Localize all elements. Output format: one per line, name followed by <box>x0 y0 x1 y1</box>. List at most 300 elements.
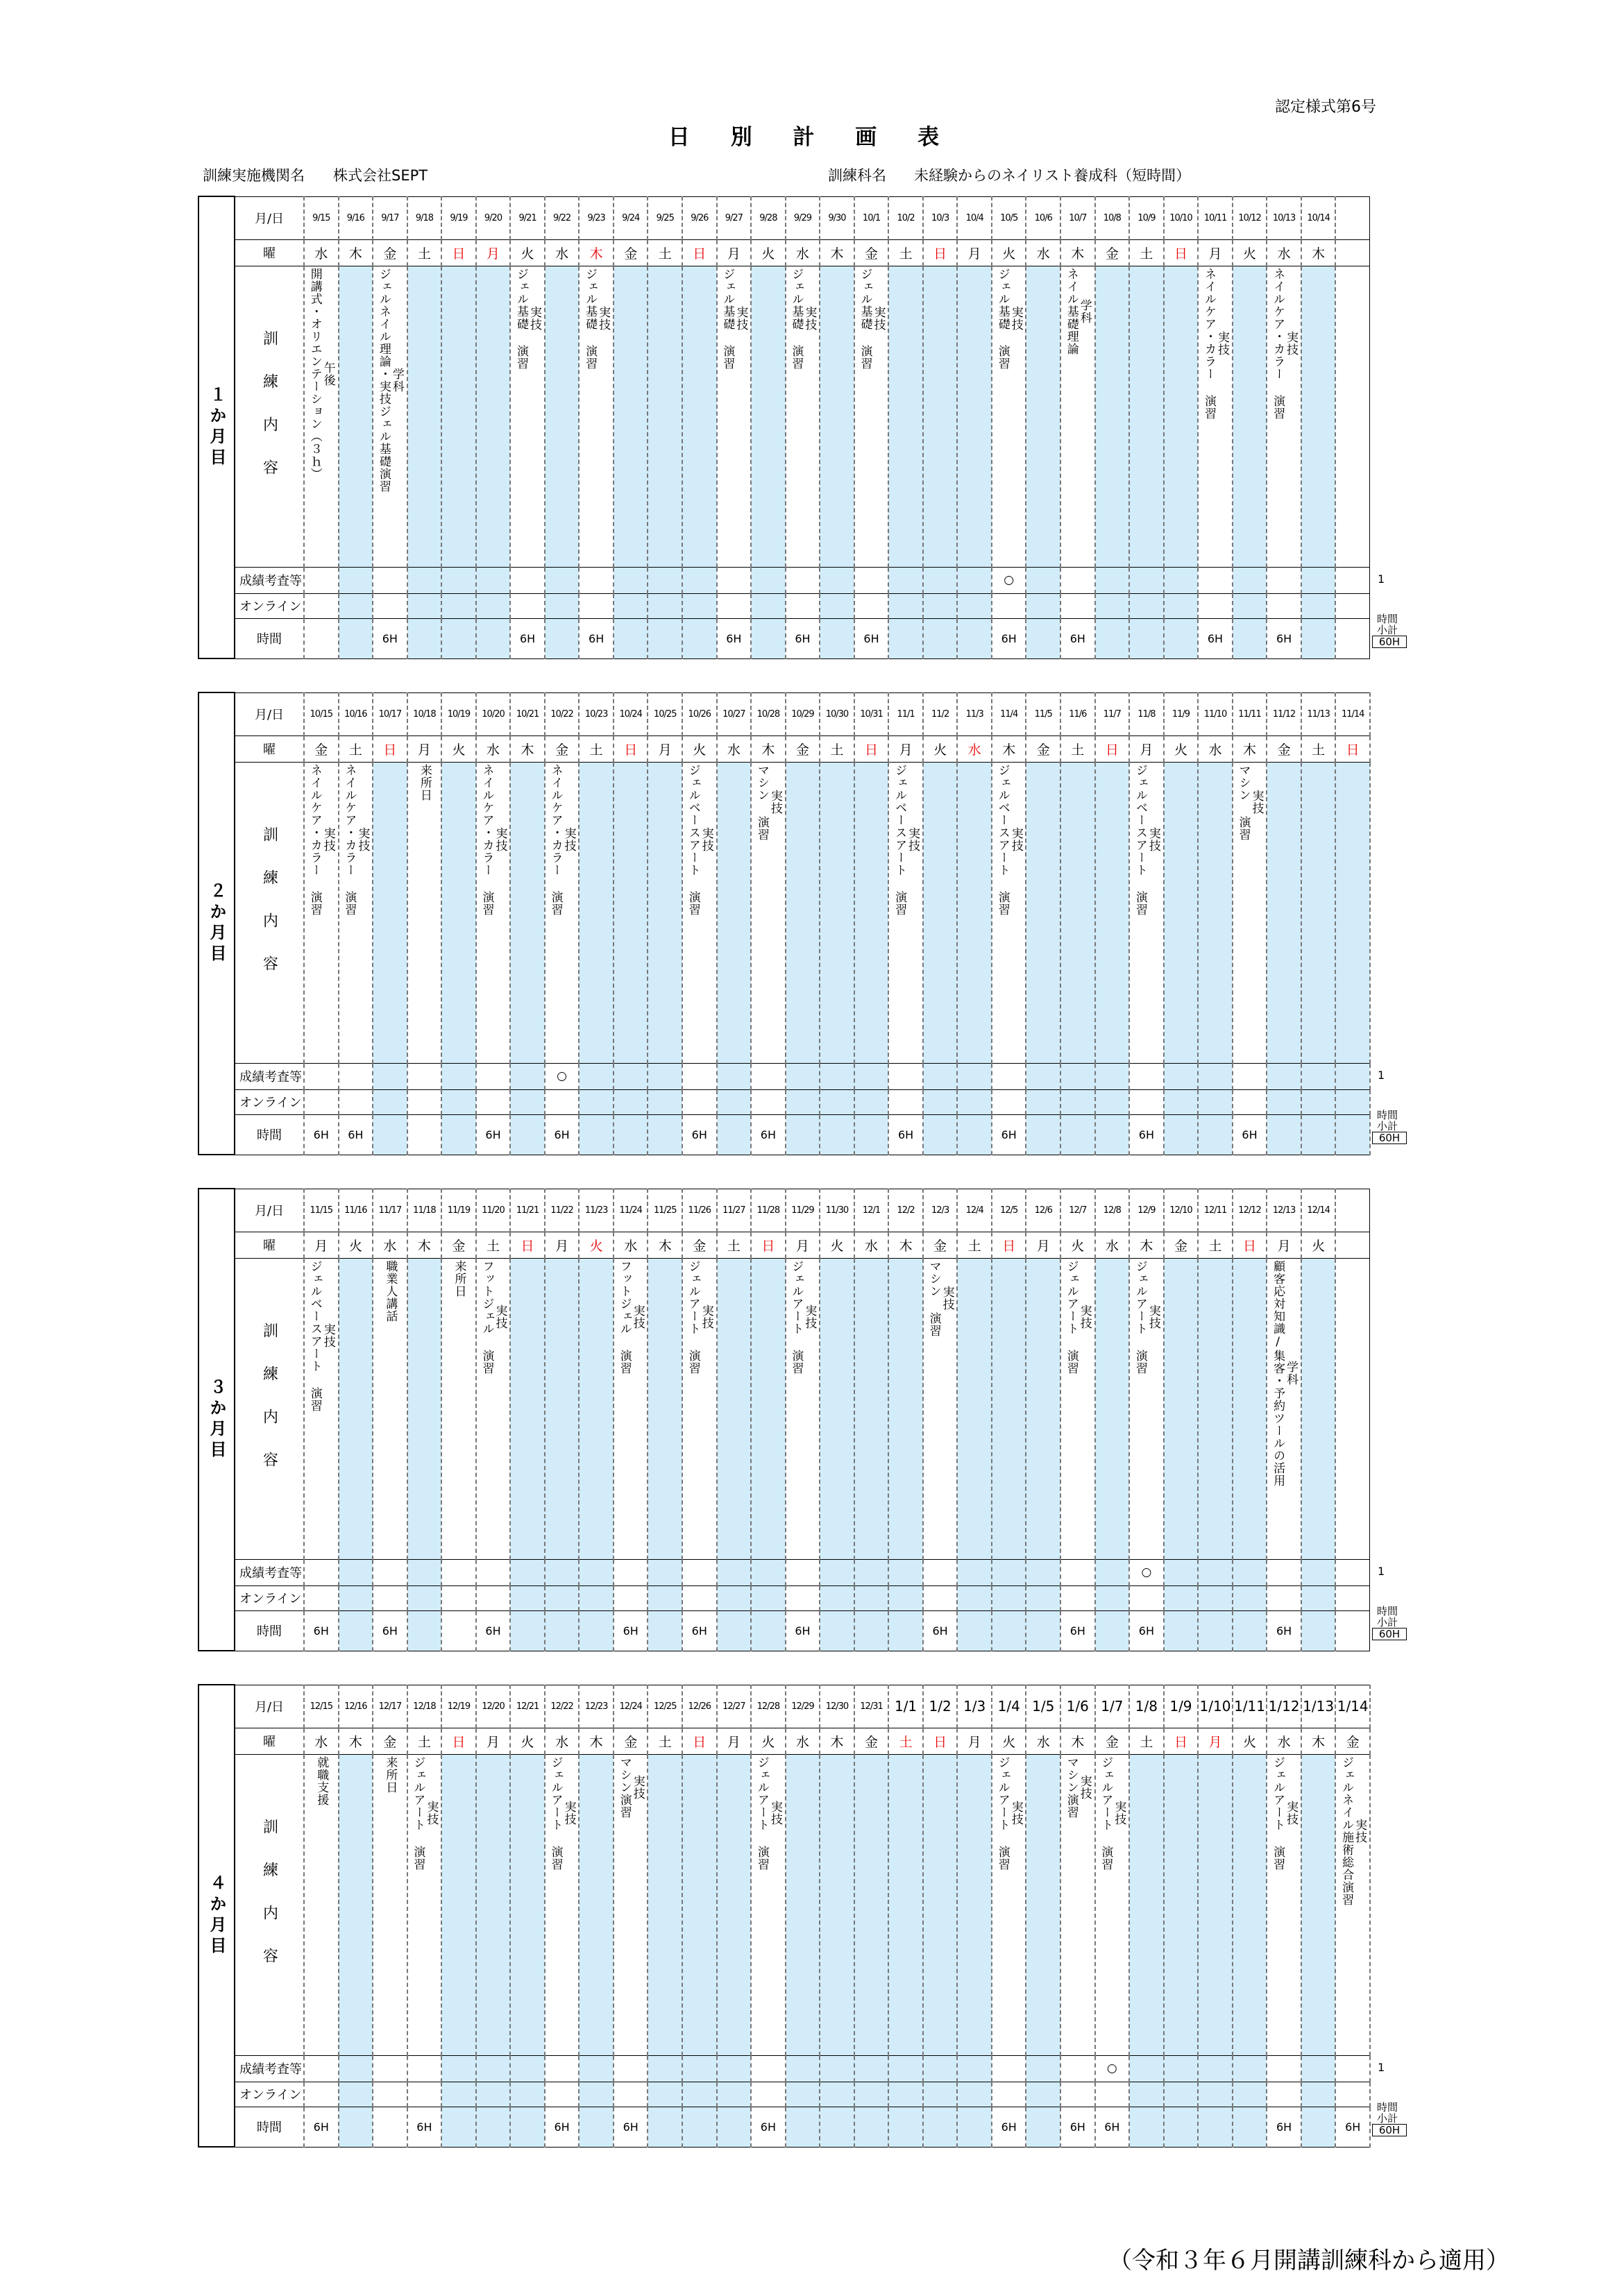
evaluation-cell <box>682 567 717 593</box>
content-cell <box>751 266 786 567</box>
content-text: 実技 ジェルアート 演習 <box>1133 1259 1160 1375</box>
content-text: 来所日 <box>383 1755 398 1794</box>
evaluation-cell <box>476 567 511 593</box>
month-label <box>198 1685 235 2147</box>
weekday-cell: 日 <box>1164 1728 1199 1754</box>
evaluation-cell <box>1026 2055 1060 2082</box>
hours-cell <box>854 1114 889 1155</box>
hours-cell: 6H <box>1198 618 1233 658</box>
weekday-cell: 木 <box>751 735 786 762</box>
content-cell <box>441 762 476 1063</box>
evaluation-cell <box>1267 567 1301 593</box>
date-cell: 11/16 <box>339 1189 373 1232</box>
weekday-cell: 木 <box>888 1232 923 1258</box>
hours-cell <box>1301 1114 1336 1155</box>
online-cell <box>820 2082 854 2107</box>
content-cell <box>579 762 614 1063</box>
date-cell: 10/11 <box>1198 196 1233 239</box>
content-row-label: 訓練内容 <box>260 330 278 502</box>
row-label-date: 月/日 <box>235 1189 304 1232</box>
evaluation-cell <box>1301 1559 1336 1585</box>
date-cell: 12/6 <box>1026 1189 1060 1232</box>
online-cell <box>1301 593 1336 618</box>
online-cell <box>992 1089 1026 1114</box>
online-cell <box>1129 593 1164 618</box>
row-label-hours: 時間 <box>235 618 304 658</box>
hours-cell <box>1164 1610 1199 1651</box>
hours-cell <box>373 1114 407 1155</box>
content-cell <box>1301 1754 1336 2055</box>
weekday-cell: 木 <box>1060 239 1095 266</box>
hours-cell <box>717 1610 752 1651</box>
date-cell: 12/17 <box>373 1685 407 1728</box>
hours-cell <box>957 1610 992 1651</box>
subtotal-label: 時間小計 <box>1376 1109 1398 1132</box>
form-number: 認定様式第6号 <box>1275 99 1376 116</box>
row-label-eval: 成績考査等 <box>235 567 304 593</box>
weekday-cell: 水 <box>1267 239 1301 266</box>
weekday-cell: 日 <box>682 239 717 266</box>
row-label-eval: 成績考査等 <box>235 2055 304 2082</box>
evaluation-cell <box>820 567 854 593</box>
evaluation-cell <box>717 1063 752 1089</box>
date-cell: 12/14 <box>1301 1189 1336 1232</box>
hours-cell: 6H <box>476 1610 511 1651</box>
date-cell: 11/13 <box>1301 692 1336 735</box>
date-cell: 12/20 <box>476 1685 511 1728</box>
content-cell <box>854 266 889 567</box>
date-cell: 11/28 <box>751 1189 786 1232</box>
evaluation-cell <box>476 1559 511 1585</box>
date-cell: 1/11 <box>1233 1685 1267 1728</box>
date-cell: 10/14 <box>1301 196 1336 239</box>
evaluation-cell <box>923 1559 958 1585</box>
content-text: 実技 マシン 演習 <box>1236 763 1264 841</box>
weekday-cell: 水 <box>1026 1728 1060 1754</box>
hours-cell: 6H <box>992 618 1026 658</box>
row-label-content <box>235 266 304 567</box>
month-block-2 <box>198 692 1401 1154</box>
content-cell <box>510 1754 545 2055</box>
weekday-cell: 水 <box>786 1728 820 1754</box>
date-cell: 11/26 <box>682 1189 717 1232</box>
hours-cell <box>373 2107 407 2147</box>
content-cell <box>1026 1754 1060 2055</box>
evaluation-cell <box>1198 1063 1233 1089</box>
online-cell <box>786 1585 820 1610</box>
online-cell <box>820 1089 854 1114</box>
content-cell <box>1233 266 1267 567</box>
weekday-cell: 木 <box>339 239 373 266</box>
content-text: 午後 開講式・オリエンテーション（３ｈ） <box>307 267 335 480</box>
online-cell <box>1233 593 1267 618</box>
content-cell <box>682 1258 717 1559</box>
online-cell <box>545 2082 580 2107</box>
date-cell: 11/12 <box>1267 692 1301 735</box>
weekday-cell: 日 <box>1095 735 1130 762</box>
hours-cell <box>1060 1114 1095 1155</box>
date-cell: 12/10 <box>1164 1189 1199 1232</box>
content-cell <box>1198 762 1233 1063</box>
date-cell: 10/26 <box>682 692 717 735</box>
weekday-cell: 火 <box>1233 239 1267 266</box>
content-text: 実技 ジェルアート 演習 <box>754 1755 782 1871</box>
evaluation-cell <box>510 2055 545 2082</box>
evaluation-cell <box>751 1559 786 1585</box>
content-cell <box>888 762 923 1063</box>
hours-cell <box>648 1610 682 1651</box>
hours-cell <box>1233 1610 1267 1651</box>
online-cell <box>1267 593 1301 618</box>
online-cell <box>992 2082 1026 2107</box>
content-cell <box>476 1258 511 1559</box>
weekday-cell: 金 <box>682 1232 717 1258</box>
evaluation-cell <box>1301 567 1336 593</box>
content-cell <box>407 266 442 567</box>
online-cell <box>614 1089 648 1114</box>
weekday-cell: 土 <box>579 735 614 762</box>
online-cell <box>407 1089 442 1114</box>
weekday-cell: 火 <box>579 1232 614 1258</box>
online-cell <box>992 1585 1026 1610</box>
evaluation-cell <box>1164 2055 1199 2082</box>
row-label-date: 月/日 <box>235 1685 304 1728</box>
evaluation-cell <box>339 1063 373 1089</box>
online-cell <box>854 2082 889 2107</box>
weekday-cell: 火 <box>751 1728 786 1754</box>
hours-cell <box>1301 1610 1336 1651</box>
hours-cell <box>407 1114 442 1155</box>
weekday-cell: 金 <box>1095 239 1130 266</box>
date-cell: 11/24 <box>614 1189 648 1232</box>
online-cell <box>476 1089 511 1114</box>
date-cell: 12/26 <box>682 1685 717 1728</box>
weekday-cell: 水 <box>476 735 511 762</box>
hours-cell <box>1129 618 1164 658</box>
hours-cell: 6H <box>1267 618 1301 658</box>
hours-cell: 6H <box>510 618 545 658</box>
evaluation-cell <box>957 1559 992 1585</box>
weekday-cell: 月 <box>304 1232 339 1258</box>
evaluation-cell <box>717 567 752 593</box>
evaluation-cell <box>648 1559 682 1585</box>
date-cell: 9/22 <box>545 196 580 239</box>
hours-cell <box>854 1610 889 1651</box>
hours-cell: 6H <box>614 2107 648 2147</box>
content-cell <box>579 266 614 567</box>
content-cell <box>854 1258 889 1559</box>
weekday-cell: 火 <box>682 735 717 762</box>
content-cell <box>957 1258 992 1559</box>
online-cell <box>888 1585 923 1610</box>
content-cell <box>717 266 752 567</box>
hours-cell: 6H <box>1233 1114 1267 1155</box>
hours-cell: 6H <box>304 2107 339 2147</box>
content-cell <box>648 762 682 1063</box>
date-cell: 11/5 <box>1026 692 1060 735</box>
weekday-cell: 日 <box>1233 1232 1267 1258</box>
online-cell <box>1060 1585 1095 1610</box>
content-cell <box>1267 266 1301 567</box>
evaluation-cell <box>992 1063 1026 1089</box>
content-cell <box>888 1258 923 1559</box>
content-cell <box>1335 762 1370 1063</box>
row-label-online: オンライン <box>235 1089 304 1114</box>
date-cell: 11/21 <box>510 1189 545 1232</box>
content-cell <box>1267 762 1301 1063</box>
content-cell <box>1095 266 1130 567</box>
content-cell <box>1164 1258 1199 1559</box>
online-cell <box>751 2082 786 2107</box>
weekday-cell: 土 <box>476 1232 511 1258</box>
content-cell <box>614 762 648 1063</box>
hours-cell <box>510 1114 545 1155</box>
date-cell: 10/2 <box>888 196 923 239</box>
evaluation-cell <box>923 1063 958 1089</box>
evaluation-cell <box>682 1559 717 1585</box>
weekday-cell: 土 <box>407 239 442 266</box>
evaluation-cell <box>339 1559 373 1585</box>
content-text: 実技 ジェルベースアート 演習 <box>995 763 1023 916</box>
hours-cell <box>682 2107 717 2147</box>
content-cell <box>717 1258 752 1559</box>
date-cell: 12/30 <box>820 1685 854 1728</box>
weekday-cell: 火 <box>1164 735 1199 762</box>
online-cell <box>545 593 580 618</box>
hours-cell: 6H <box>786 1610 820 1651</box>
content-cell <box>510 762 545 1063</box>
weekday-cell: 土 <box>339 735 373 762</box>
online-cell <box>1095 593 1130 618</box>
online-cell <box>614 1585 648 1610</box>
online-cell <box>614 593 648 618</box>
weekday-cell: 火 <box>1060 1232 1095 1258</box>
hours-cell <box>1198 2107 1233 2147</box>
content-cell <box>888 266 923 567</box>
content-cell <box>751 762 786 1063</box>
content-cell <box>1301 762 1336 1063</box>
subtotal-label: 時間小計 <box>1376 613 1398 636</box>
evaluation-cell <box>614 1559 648 1585</box>
content-cell <box>1198 266 1233 567</box>
online-cell <box>923 1585 958 1610</box>
hours-cell <box>888 2107 923 2147</box>
evaluation-cell <box>1026 567 1060 593</box>
hours-cell: 6H <box>304 1114 339 1155</box>
content-text: 実技 ジェルアート 演習 <box>1099 1755 1126 1871</box>
date-cell: 9/29 <box>786 196 820 239</box>
row-label-day: 曜 <box>235 1232 304 1258</box>
date-cell: 10/1 <box>854 196 889 239</box>
evaluation-cell <box>854 1559 889 1585</box>
content-cell <box>923 1258 958 1559</box>
content-text: 実技 ネイルケア・カラー 演習 <box>548 763 576 916</box>
content-text: 実技 ジェルアート 演習 <box>1271 1755 1299 1871</box>
eval-count: 1 <box>1378 1565 1385 1578</box>
content-cell <box>992 1754 1026 2055</box>
online-cell <box>1026 1089 1060 1114</box>
content-text: 実技 ジェルアート 演習 <box>1064 1259 1092 1375</box>
online-cell <box>579 1089 614 1114</box>
date-cell: 10/28 <box>751 692 786 735</box>
weekday-cell: 水 <box>786 239 820 266</box>
online-cell <box>1267 1089 1301 1114</box>
date-cell: 12/1 <box>854 1189 889 1232</box>
online-cell <box>1301 1089 1336 1114</box>
online-cell <box>888 1089 923 1114</box>
evaluation-cell <box>1164 1063 1199 1089</box>
hours-cell <box>648 1114 682 1155</box>
content-cell <box>614 1754 648 2055</box>
evaluation-cell <box>717 1559 752 1585</box>
online-cell <box>717 1089 752 1114</box>
date-cell: 9/19 <box>441 196 476 239</box>
weekday-cell: 木 <box>1301 239 1336 266</box>
online-cell <box>717 1585 752 1610</box>
filler-cell <box>1335 266 1370 567</box>
date-cell: 11/29 <box>786 1189 820 1232</box>
weekday-cell: 月 <box>476 1728 511 1754</box>
evaluation-cell <box>441 1559 476 1585</box>
content-cell <box>786 1258 820 1559</box>
hours-cell: 6H <box>373 1610 407 1651</box>
evaluation-cell <box>579 2055 614 2082</box>
online-cell <box>614 2082 648 2107</box>
content-cell <box>441 1258 476 1559</box>
evaluation-cell <box>407 1063 442 1089</box>
content-cell <box>717 762 752 1063</box>
eval-count: 1 <box>1378 2061 1385 2074</box>
content-cell <box>1095 762 1130 1063</box>
hours-cell <box>476 2107 511 2147</box>
weekday-cell: 火 <box>820 1232 854 1258</box>
hours-cell <box>441 618 476 658</box>
date-cell: 12/28 <box>751 1685 786 1728</box>
online-cell <box>407 1585 442 1610</box>
date-cell: 11/7 <box>1095 692 1130 735</box>
weekday-cell: 日 <box>854 735 889 762</box>
date-cell: 10/18 <box>407 692 442 735</box>
weekday-cell: 土 <box>648 1728 682 1754</box>
weekday-cell: 月 <box>717 239 752 266</box>
online-cell <box>751 593 786 618</box>
evaluation-cell <box>545 1559 580 1585</box>
content-text: 実技 マシン 演習 <box>927 1259 954 1337</box>
content-cell <box>786 266 820 567</box>
hours-cell <box>510 1610 545 1651</box>
online-cell <box>1164 2082 1199 2107</box>
weekday-cell: 日 <box>1164 239 1199 266</box>
date-cell: 11/2 <box>923 692 958 735</box>
online-cell <box>1026 593 1060 618</box>
evaluation-cell <box>441 2055 476 2082</box>
date-cell: 12/11 <box>1198 1189 1233 1232</box>
date-cell: 1/10 <box>1198 1685 1233 1728</box>
date-cell: 10/10 <box>1164 196 1199 239</box>
content-text: 実技 ネイルケア・カラー 演習 <box>480 763 507 916</box>
date-cell: 10/25 <box>648 692 682 735</box>
content-text: 実技 フットジェル 演習 <box>617 1259 645 1375</box>
content-text: 実技 ジェルアート 演習 <box>995 1755 1023 1871</box>
date-cell: 1/6 <box>1060 1685 1095 1728</box>
weekday-cell: 水 <box>545 1728 580 1754</box>
date-cell: 9/16 <box>339 196 373 239</box>
evaluation-cell <box>510 1063 545 1089</box>
content-cell <box>510 1258 545 1559</box>
hours-cell <box>304 618 339 658</box>
evaluation-cell <box>1233 567 1267 593</box>
date-cell: 9/21 <box>510 196 545 239</box>
online-cell <box>579 1585 614 1610</box>
online-cell <box>579 2082 614 2107</box>
weekday-cell: 木 <box>992 735 1026 762</box>
subtotal-value: 60H <box>1372 1628 1407 1640</box>
filler-cell <box>1335 1559 1370 1585</box>
content-cell <box>682 762 717 1063</box>
evaluation-cell <box>1164 1559 1199 1585</box>
content-cell <box>1129 266 1164 567</box>
weekday-cell: 月 <box>545 1232 580 1258</box>
hours-cell <box>1335 1114 1370 1155</box>
content-cell <box>1164 762 1199 1063</box>
content-text: 就職支援 <box>314 1755 329 1806</box>
content-text: 実技 ジェル基礎 演習 <box>514 267 542 370</box>
online-cell <box>1198 1585 1233 1610</box>
filler-cell <box>1335 1585 1370 1610</box>
row-label-date: 月/日 <box>235 692 304 735</box>
hours-cell <box>1164 2107 1199 2147</box>
date-cell: 9/18 <box>407 196 442 239</box>
online-cell <box>957 2082 992 2107</box>
hours-cell <box>1164 1114 1199 1155</box>
row-label-online: オンライン <box>235 1585 304 1610</box>
online-cell <box>510 1089 545 1114</box>
date-cell: 10/21 <box>510 692 545 735</box>
evaluation-cell: ○ <box>1095 2055 1130 2082</box>
weekday-cell: 火 <box>1233 1728 1267 1754</box>
online-cell <box>1060 1089 1095 1114</box>
evaluation-cell <box>1026 1559 1060 1585</box>
online-cell <box>1026 2082 1060 2107</box>
filler-cell <box>1335 618 1370 658</box>
online-cell <box>1198 593 1233 618</box>
content-text: 実技 ジェルアート 演習 <box>411 1755 439 1871</box>
weekday-cell: 月 <box>957 1728 992 1754</box>
date-cell: 12/29 <box>786 1685 820 1728</box>
weekday-cell: 火 <box>441 735 476 762</box>
hours-cell <box>545 1610 580 1651</box>
weekday-cell: 火 <box>1301 1232 1336 1258</box>
hours-cell: 6H <box>1060 618 1095 658</box>
hours-cell <box>1198 1610 1233 1651</box>
date-cell: 12/31 <box>854 1685 889 1728</box>
weekday-cell: 木 <box>820 1728 854 1754</box>
hours-cell: 6H <box>1335 2107 1370 2147</box>
weekday-cell: 水 <box>304 239 339 266</box>
filler-cell <box>1335 196 1370 239</box>
hours-cell <box>1026 2107 1060 2147</box>
date-cell: 12/5 <box>992 1189 1026 1232</box>
hours-cell: 6H <box>682 1114 717 1155</box>
row-label-date: 月/日 <box>235 196 304 239</box>
evaluation-cell <box>1198 2055 1233 2082</box>
content-text: 実技 ジェルベースアート 演習 <box>307 1259 335 1412</box>
hours-cell: 6H <box>1129 1114 1164 1155</box>
date-cell: 10/19 <box>441 692 476 735</box>
date-cell: 12/8 <box>1095 1189 1130 1232</box>
evaluation-cell <box>648 1063 682 1089</box>
hours-cell <box>441 2107 476 2147</box>
